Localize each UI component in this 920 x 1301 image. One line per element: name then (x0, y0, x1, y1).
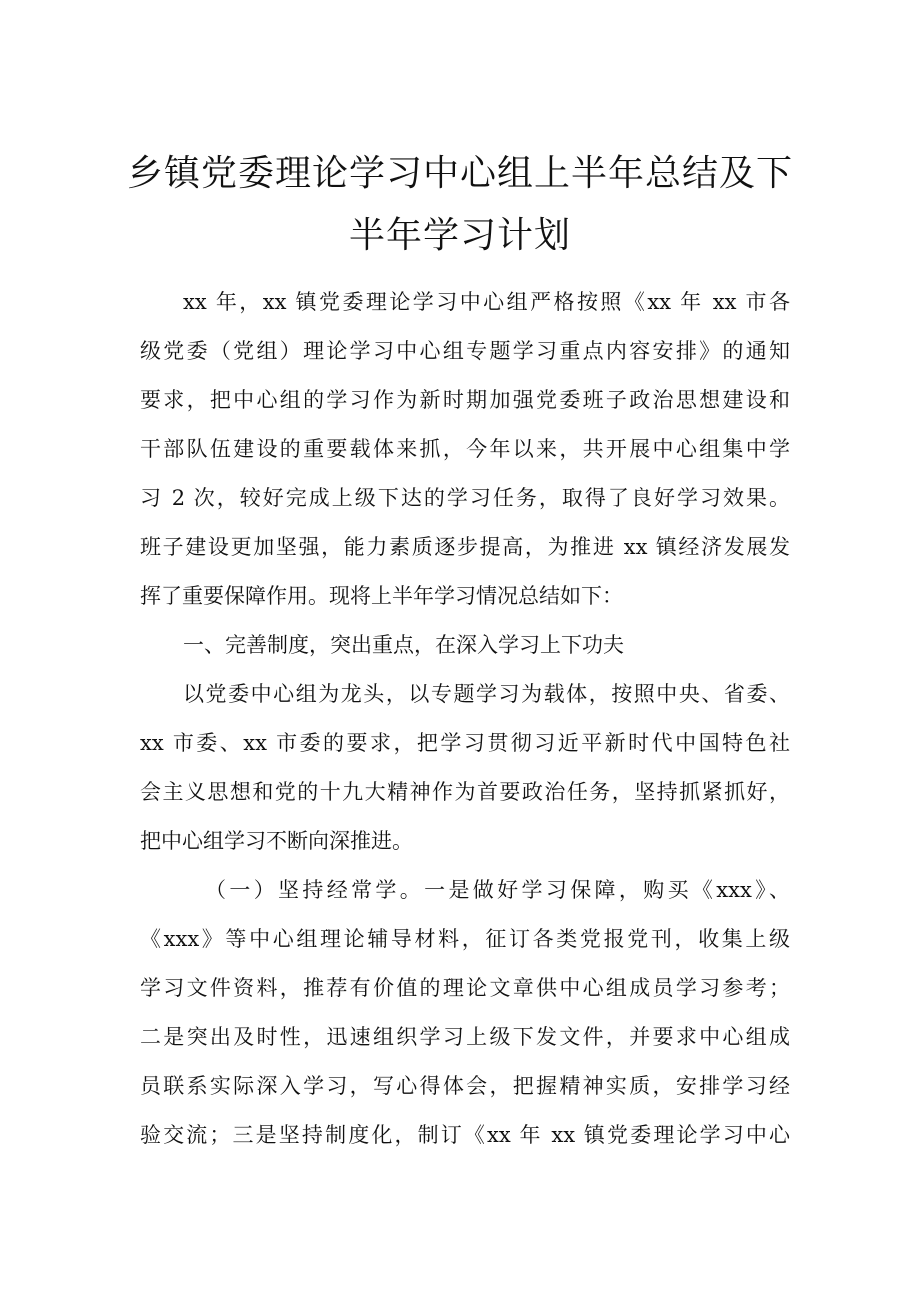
paragraph-line: 以党委中心组为龙头，以专题学习为载体，按照中央、省委、 (183, 682, 790, 706)
paragraph-line: 要求，把中心组的学习作为新时期加强党委班子政治思想建设和 (140, 388, 790, 412)
paragraph-line: 干部队伍建设的重要载体来抓，今年以来，共开展中心组集中学 (140, 437, 790, 461)
paragraph-line: xx 年，xx 镇党委理论学习中心组严格按照《xx 年 xx 市各 (183, 290, 790, 314)
paragraph-line: 《xxx》等中心组理论辅导材料，征订各类党报党刊，收集上级 (140, 927, 790, 951)
paragraph-line: 把中心组学习不断向深推进。 (140, 829, 413, 853)
paragraph-line: 二是突出及时性，迅速组织学习上级下发文件，并要求中心组成 (140, 1025, 790, 1049)
paragraph-line: xx 市委、xx 市委的要求，把学习贯彻习近平新时代中国特色社 (140, 731, 790, 755)
paragraph-line: 学习文件资料，推荐有价值的理论文章供中心组成员学习参考； (140, 976, 790, 1000)
document-title-line-2: 半年学习计划 (348, 215, 571, 256)
paragraph-line: 级党委（党组）理论学习中心组专题学习重点内容安排》的通知 (140, 339, 790, 363)
paragraph-line: 班子建设更加坚强，能力素质逐步提高，为推进 xx 镇经济发展发 (140, 535, 790, 559)
paragraph-line: 习 2 次，较好完成上级下达的学习任务，取得了良好学习效果。 (140, 486, 790, 510)
paragraph-line: 挥了重要保障作用。现将上半年学习情况总结如下： (140, 584, 623, 608)
section-heading: 一、完善制度，突出重点，在深入学习上下功夫 (183, 633, 624, 657)
document-title-line-1: 乡镇党委理论学习中心组上半年总结及下 (126, 153, 793, 194)
paragraph-line: （一）坚持经常学。一是做好学习保障，购买《xxx》、 (205, 878, 790, 902)
paragraph-line: 会主义思想和党的十九大精神作为首要政治任务，坚持抓紧抓好， (140, 780, 790, 804)
paragraph-line: 验交流；三是坚持制度化，制订《xx 年 xx 镇党委理论学习中心 (140, 1123, 790, 1147)
paragraph-line: 员联系实际深入学习，写心得体会，把握精神实质，安排学习经 (140, 1074, 790, 1098)
